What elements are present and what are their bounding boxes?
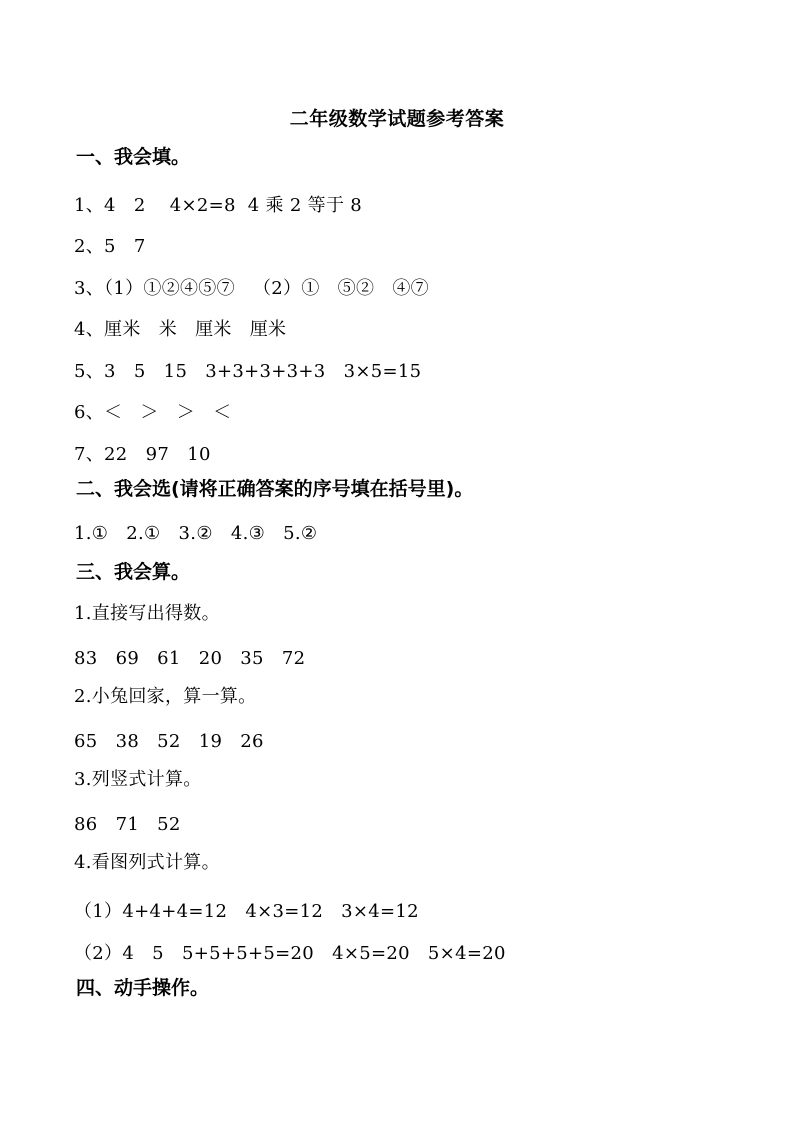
sub-question-3-title: 3.列竖式计算。 [74, 769, 202, 790]
answer-line-7: 7、22 97 10 [74, 444, 211, 465]
answer-line-4: 4、厘米 米 厘米 厘米 [74, 319, 287, 340]
answer-line-5: 5、3 5 15 3+3+3+3+3 3×5=15 [74, 361, 422, 382]
page-title: 二年级数学试题参考答案 [289, 108, 505, 130]
sub-question-4-title: 4.看图列式计算。 [74, 852, 220, 873]
sub-question-3-answers: 86 71 52 [74, 814, 181, 835]
choice-answers: 1.① 2.① 3.② 4.③ 5.② [74, 523, 318, 544]
section-heading-hands-on: 四、动手操作。 [76, 977, 210, 999]
answer-line-6: 6、＜ ＞ ＞ ＜ [74, 402, 232, 423]
sub-question-4-line-2: （2）4 5 5+5+5+5=20 4×5=20 5×4=20 [74, 943, 506, 964]
sub-question-4-line-1: （1）4+4+4=12 4×3=12 3×4=12 [74, 901, 419, 922]
section-heading-fill: 一、我会填。 [76, 146, 191, 168]
sub-question-2-title: 2.小兔回家，算一算。 [74, 686, 257, 707]
answer-line-2: 2、5 7 [74, 236, 146, 257]
sub-question-1-title: 1.直接写出得数。 [74, 603, 220, 624]
sub-question-2-answers: 65 38 52 19 26 [74, 731, 264, 752]
section-heading-calculate: 三、我会算。 [76, 561, 191, 583]
section-heading-choose: 二、我会选(请将正确答案的序号填在括号里)。 [76, 478, 474, 500]
answer-line-1: 1、4 2 4×2=8 4 乘 2 等于 8 [74, 195, 363, 216]
sub-question-1-answers: 83 69 61 20 35 72 [74, 648, 306, 669]
answer-line-3: 3、（1）①②④⑤⑦ （2）① ⑤② ④⑦ [74, 278, 429, 299]
